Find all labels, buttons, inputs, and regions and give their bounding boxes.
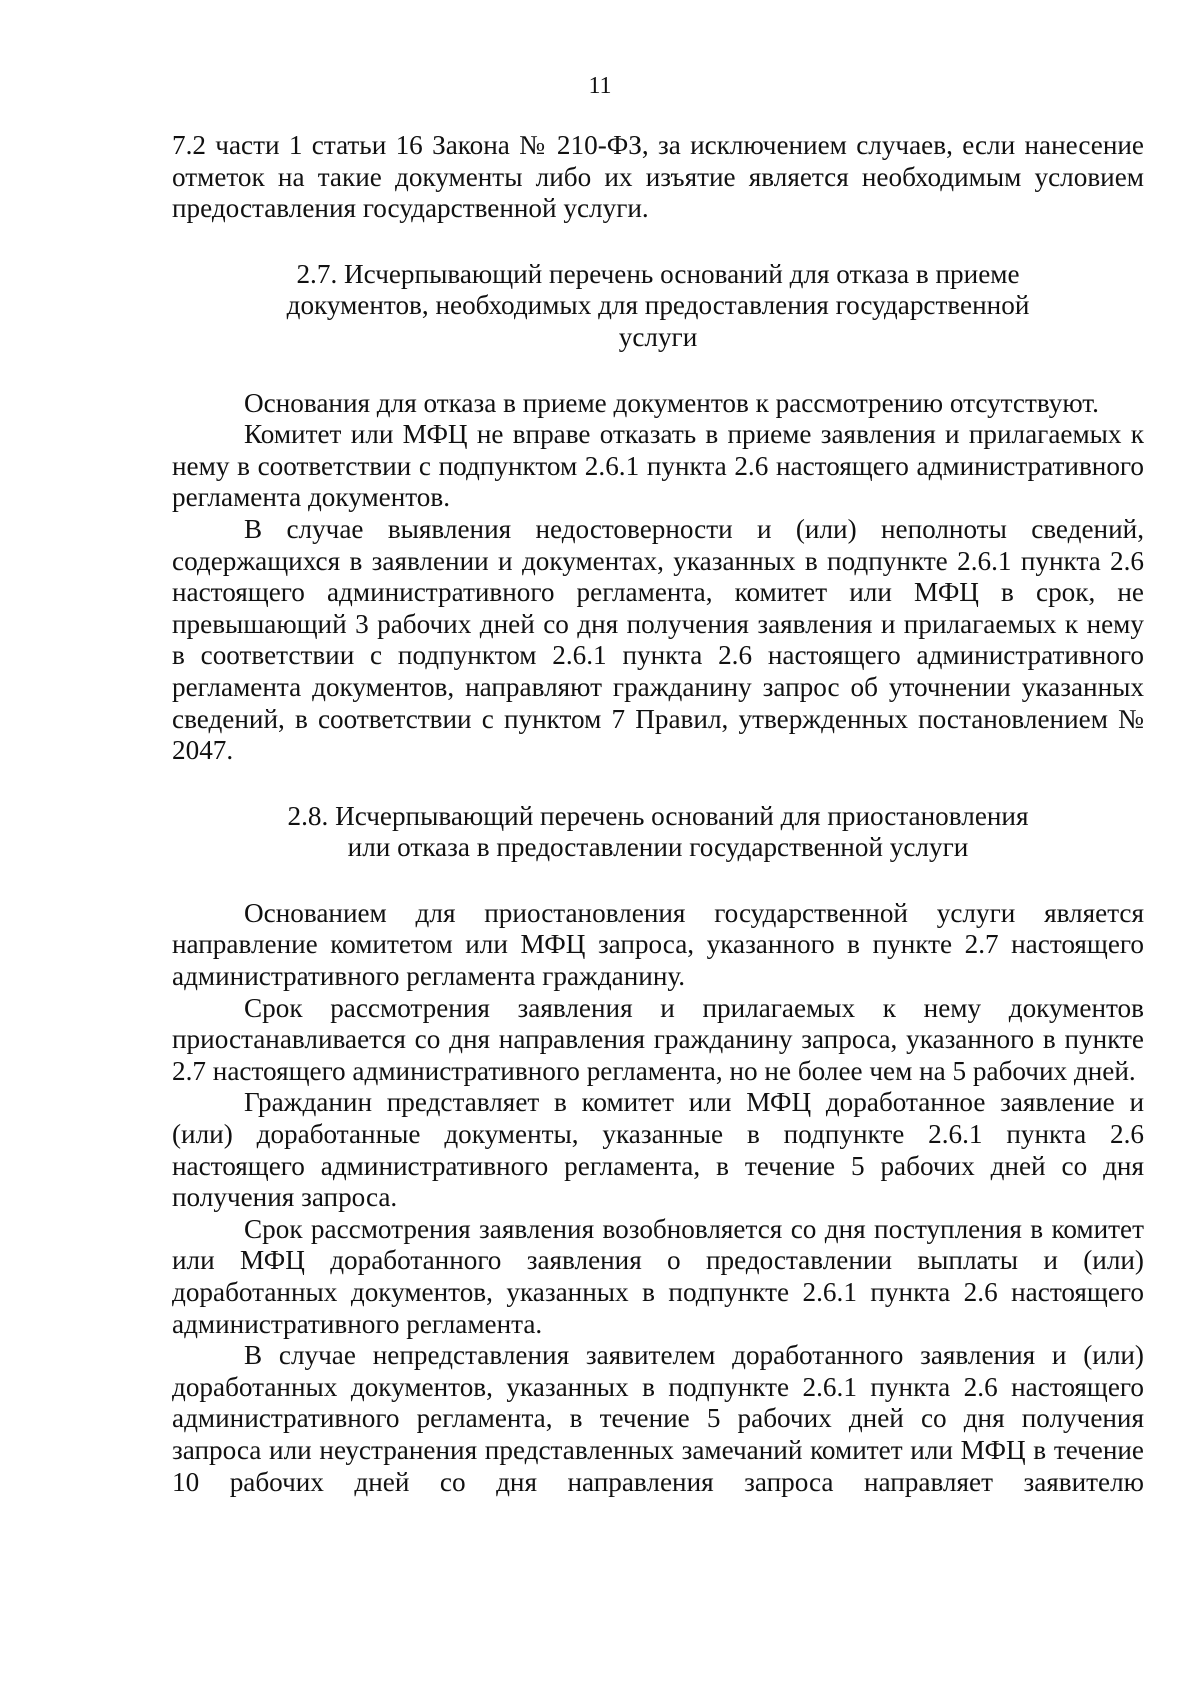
paragraph: Срок рассмотрения заявления и прилагаемых к нему документов приостанавливается со дня направления гражданину запроса, указанного в пункте 2.7 настоящего административного регламента, но не более чем на 5 рабочих дней.: [172, 992, 1144, 1086]
spacer: [172, 225, 1144, 259]
document-body: [172, 130, 1144, 1498]
paragraph: Срок рассмотрения заявления возобновляется со дня поступления в комитет или МФЦ доработанного заявления о предоставлении выплаты и (или) доработанных документов, указанных в подпункте 2.6.1 пункта 2.6 настоящего административного регламента.: [172, 1213, 1144, 1339]
paragraph: В случае выявления недостоверности и (или) неполноты сведений, содержащихся в заявлении и документах, указанных в подпункте 2.6.1 пункта 2.6 настоящего административного регламента, комитет или МФЦ в срок, не превышающий 3 рабочих дней со дня получения заявления и прилагаемых к нему в соответствии с подпунктом 2.6.1 пункта 2.6 настоящего административного регламента документов, направляют гражданину запрос об уточнении указанных сведений, в соответствии с пунктом 7 Правил, утвержденных постановлением № 2047.: [172, 513, 1144, 766]
heading-line: документов, необходимых для предоставления государственной: [286, 290, 1030, 321]
spacer: [172, 864, 1144, 898]
heading-line: 2.7. Исчерпывающий перечень оснований для отказа в приеме: [296, 258, 1020, 289]
heading-line: 2.8. Исчерпывающий перечень оснований для приостановления: [287, 800, 1029, 831]
paragraph: Комитет или МФЦ не вправе отказать в приеме заявления и прилагаемых к нему в соответствии с подпунктом 2.6.1 пункта 2.6 настоящего административного регламента документов.: [172, 419, 1144, 513]
heading-line: услуги: [618, 321, 698, 352]
page-number: 11: [588, 73, 612, 99]
paragraph: Гражданин представляет в комитет или МФЦ доработанное заявление и (или) доработанные документы, указанные в подпункте 2.6.1 пункта 2.6 настоящего административного регламента, в течение 5 рабочих дней со дня получения запроса.: [172, 1087, 1144, 1213]
spacer: [172, 354, 1144, 388]
paragraph-continues: В случае непредставления заявителем доработанного заявления и (или) доработанных документов, указанных в подпункте 2.6.1 пункта 2.6 настоящего административного регламента, в течение 5 рабочих дней со дня получения запроса или неустранения представленных замечаний комитет или МФЦ в течение 10 рабочих дней со дня направления запроса направляет заявителю: [172, 1340, 1144, 1497]
heading-line: или отказа в предоставлении государственной услуги: [347, 832, 969, 863]
paragraph-continuation: 7.2 части 1 статьи 16 Закона № 210-ФЗ, за исключением случаев, если нанесение отметок на такие документы либо их изъятие является необходимым условием предоставления государственной услуги.: [172, 130, 1144, 224]
paragraph: Основания для отказа в приеме документов к рассмотрению отсутствуют.: [244, 387, 1099, 418]
section-heading-2-8: [172, 801, 1144, 864]
paragraph: Основанием для приостановления государственной услуги является направление комитетом или МФЦ запроса, указанного в пункте 2.7 настоящего административного регламента гражданину.: [172, 897, 1144, 992]
spacer: [172, 767, 1144, 801]
section-heading-2-7: [172, 259, 1144, 354]
